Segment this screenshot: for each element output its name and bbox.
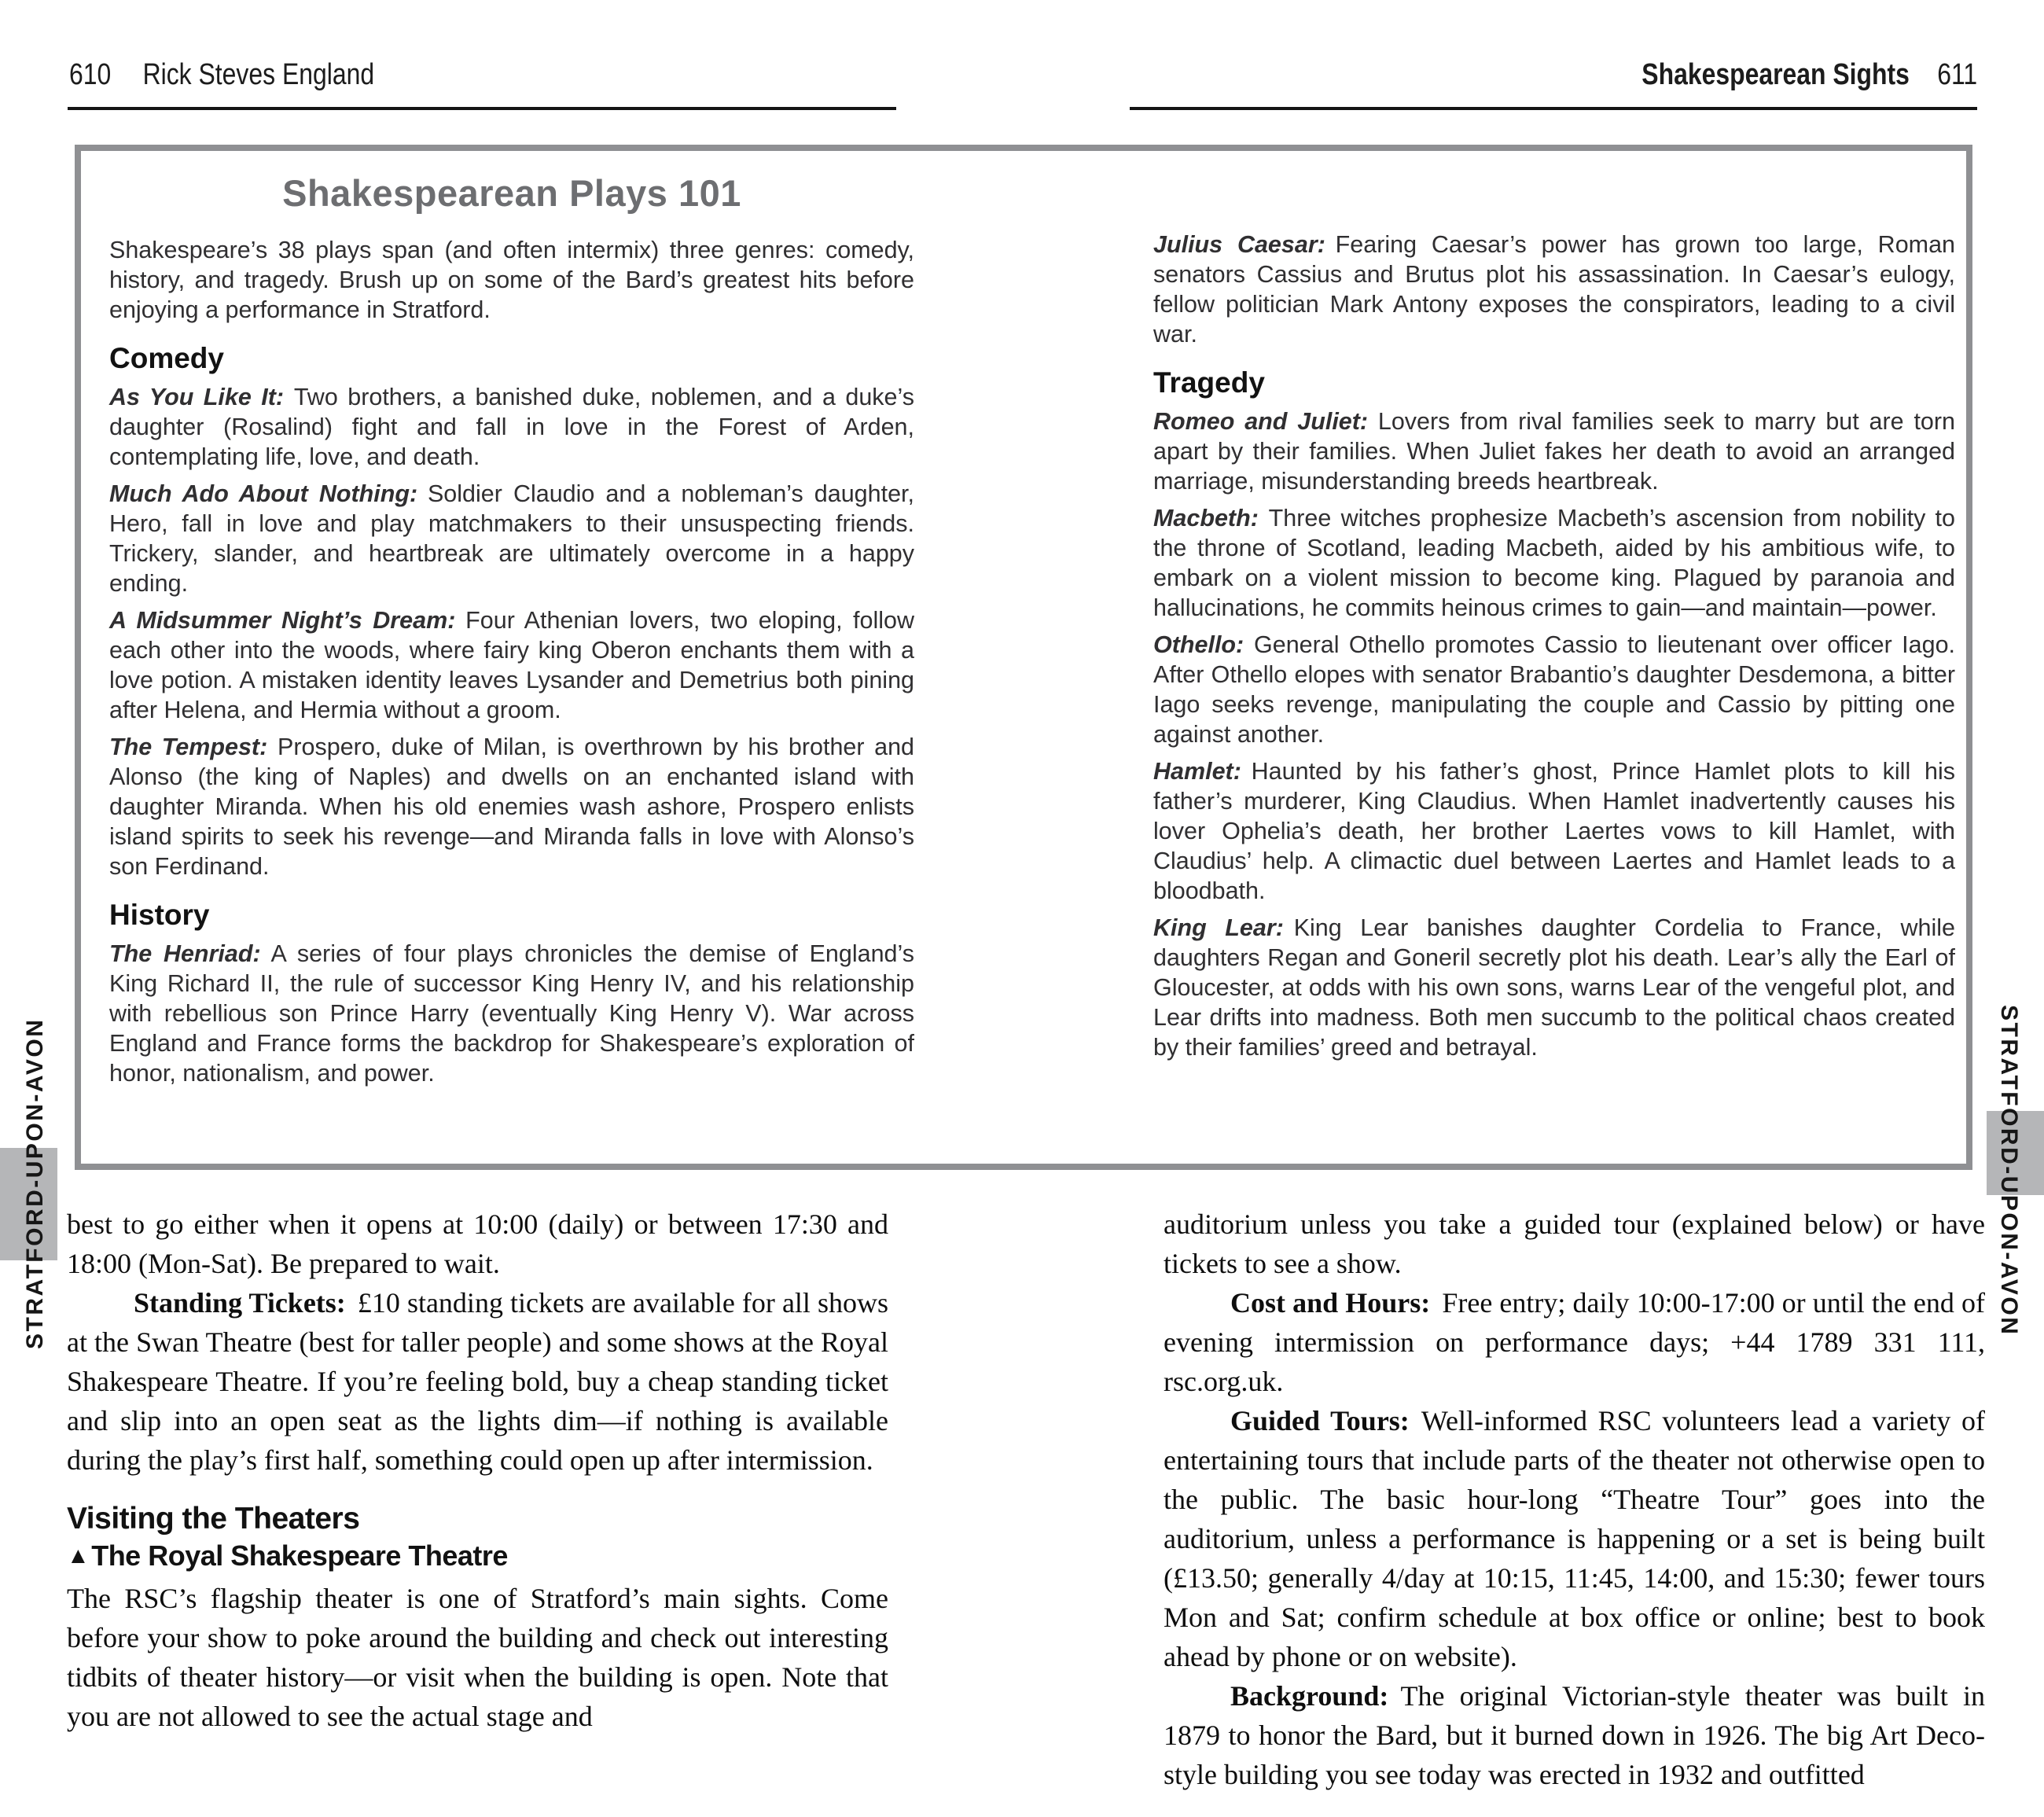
play-entry (1153, 630, 1955, 749)
paragraph-text: £10 standing tickets are available for all shows at the Swan Theatre (best for taller people) and some shows at the Royal Shakespeare Theatre. If you’re feeling bold, buy a cheap standing ticket and slip into an open seat as the lights dim—if nothing is available during the play’s first half, something could open up after intermission. (67, 1287, 888, 1476)
sight-rating-triangle-icon: ▲ (67, 1543, 90, 1569)
background-paragraph (1164, 1676, 1985, 1794)
play-entry (109, 732, 914, 881)
play-name: The Henriad: (109, 940, 261, 967)
sight-title: The Royal Shakespeare Theatre (91, 1539, 508, 1572)
shakespearean-plays-sidebar-box (75, 145, 1972, 1170)
paragraph-lead: Background: (1230, 1680, 1389, 1712)
play-name: King Lear: (1153, 914, 1284, 941)
body-column-left (67, 1205, 888, 1736)
play-entry (1153, 503, 1955, 623)
play-description: Four Athenian lovers, two eloping, follow each other into the woods, where fairy king Oberon enchants them with a love potion. A mistaken identity leaves Lysander and Demetrius both pining after Helena, and Hermia without a groom. (109, 607, 914, 723)
sidebar-box-right-column (1153, 230, 1955, 1069)
body-paragraph-continued: auditorium unless you take a guided tour (explained below) or have tickets to see a show. (1164, 1208, 1985, 1279)
play-name: A Midsummer Night’s Dream: (109, 607, 456, 634)
play-description: Fearing Caesar’s power has grown too large, Roman senators Cassius and Brutus plot his assassination. In Caesar’s eulogy, fellow politician Mark Antony exposes the conspirators, leading to a civil war. (1153, 231, 1955, 348)
margin-label-right: STRATFORD-UPON-AVON (1996, 1005, 2022, 1337)
body-paragraph: The RSC’s flagship theater is one of Stratford’s main sights. Come before your show to poke around the building and check out interesting tidbits of theater history—or visit when the building is open. Note that you are not allowed to see the actual stage and (67, 1583, 888, 1732)
page-number-right: 611 (1937, 58, 1977, 91)
header-rule-right (1130, 107, 1977, 110)
comedy-heading: Comedy (109, 342, 224, 374)
guided-tours-paragraph (1164, 1401, 1985, 1676)
play-name: Hamlet: (1153, 758, 1241, 785)
play-entry (1153, 406, 1955, 496)
paragraph-lead: Guided Tours: (1230, 1405, 1410, 1436)
play-name: Much Ado About Nothing: (109, 480, 418, 507)
play-description: General Othello promotes Cassio to lieutenant over officer Iago. After Othello elopes with senator Brabantio’s daughter Desdemona, a bitter Iago seeks revenge, manipulating the couple and Cassio by pitting one against another. (1153, 631, 1955, 748)
play-description: A series of four plays chronicles the demise of England’s King Richard II, the rule of successor King Henry IV, and his relationship with rebellious son Prince Harry (eventually King Henry V). War across England and France forms the backdrop for Shakespeare’s exploration of honor, nationalism, and power. (109, 940, 914, 1087)
play-name: As You Like It: (109, 384, 285, 410)
paragraph-text: Free entry; daily 10:00-17:00 or until the end of evening intermission on performance days; +44 1789 331 111, rsc.org.uk. (1164, 1287, 1986, 1397)
play-entry (1153, 230, 1955, 349)
play-description: Lovers from rival families seek to marry but are torn apart by their families. When Juliet fakes her death to avoid an arranged marriage, misunderstanding breeds heartbreak. (1153, 408, 1956, 495)
play-name: Romeo and Juliet: (1153, 408, 1369, 435)
play-entry (1153, 913, 1955, 1062)
sidebar-box-left-column (109, 171, 914, 1095)
standing-tickets-paragraph (67, 1283, 888, 1480)
play-description: Soldier Claudio and a nobleman’s daughter, Hero, fall in love and play matchmakers to their unsuspecting friends. Trickery, slander, and heartbreak are ultimately overcome in a happy ending. (109, 480, 914, 597)
play-entry (109, 939, 914, 1088)
play-name: Othello: (1153, 631, 1244, 658)
visiting-theaters-heading: Visiting the Theaters (67, 1502, 360, 1536)
paragraph-text: Well-informed RSC volunteers lead a variety of entertaining tours that include parts of the theater not otherwise open to the public. The basic hour-long “Theatre Tour” goes into the auditorium, unless a performance is happening or a set is being built (£13.50; generally 4/day at 10:15, 11:45, 14:00, and 15:30; fewer tours Mon and Sat; confirm schedule at box office or online; best to book ahead by phone or on website). (1164, 1405, 1986, 1672)
sidebar-box-title: Shakespearean Plays 101 (282, 172, 741, 214)
sidebar-intro-paragraph: Shakespeare’s 38 plays span (and often intermix) three genres: comedy, history, and tragedy. Brush up on some of the Bard’s greatest hits before enjoying a performance in Stratford. (109, 237, 914, 323)
play-description: Haunted by his father’s ghost, Prince Hamlet plots to kill his father’s murderer, King Claudius. When Hamlet inadvertently causes his lover Ophelia’s death, her brother Laertes vows to kill Hamlet, with Claudius’ help. A climactic duel between Laertes and Hamlet leads to a bloodbath. (1153, 758, 1955, 904)
play-entry (109, 605, 914, 725)
running-head-left-title: Rick Steves England (142, 58, 375, 91)
history-heading: History (109, 899, 210, 931)
play-description: Three witches prophesize Macbeth’s ascension from nobility to the throne of Scotland, leading Macbeth, aided by his ambitious wife, to embark on a violent mission to become king. Plagued by paranoia and hallucinations, he commits heinous crimes to gain—and maintain—power. (1153, 505, 1955, 621)
play-name: Macbeth: (1153, 505, 1259, 531)
cost-and-hours-paragraph (1164, 1283, 1985, 1401)
paragraph-text: The original Victorian-style theater was built in 1879 to honor the Bard, but it burned down in 1926. The big Art Deco-style building you see today was erected in 1932 and outfitted (1164, 1680, 1985, 1790)
play-entry (109, 382, 914, 472)
body-paragraph-continued: best to go either when it opens at 10:00 (daily) or between 17:30 and 18:00 (Mon-Sat). Be prepared to wait. (67, 1208, 888, 1279)
play-name: Julius Caesar: (1153, 231, 1325, 258)
page-number-left: 610 (69, 58, 112, 91)
royal-shakespeare-theatre-heading (67, 1539, 888, 1572)
tragedy-heading: Tragedy (1153, 366, 1265, 399)
play-name: The Tempest: (109, 734, 268, 760)
play-description: Two brothers, a banished duke, noblemen, and a duke’s daughter (Rosalind) fight and fall in love in the Forest of Arden, contemplating life, love, and death. (109, 384, 914, 470)
play-entry (1153, 756, 1955, 906)
running-head-left (69, 58, 432, 92)
play-description: King Lear banishes daughter Cordelia to France, while daughters Regan and Goneril secretly plot his death. Lear’s ally the Earl of Gloucester, at odds with his own sons, warns Lear of the vengeful plot, and Lear drifts into madness. Both men succumb to the political chaos created by their families’ greed and betrayal. (1153, 914, 1955, 1061)
play-entry (109, 479, 914, 598)
body-column-right (1164, 1205, 1985, 1794)
margin-label-left: STRATFORD-UPON-AVON (22, 1017, 48, 1349)
paragraph-lead: Cost and Hours: (1230, 1287, 1431, 1319)
running-head-right (1578, 58, 1977, 92)
header-rule-left (68, 107, 896, 110)
play-description: Prospero, duke of Milan, is overthrown by his brother and Alonso (the king of Naples) and dwells on an enchanted island with daughter Miranda. When his old enemies wash ashore, Prospero enlists island spirits to seek his revenge—and Miranda falls in love with Alonso’s son Ferdinand. (109, 734, 914, 880)
paragraph-lead: Standing Tickets: (134, 1287, 346, 1319)
running-head-right-title: Shakespearean Sights (1641, 58, 1910, 91)
